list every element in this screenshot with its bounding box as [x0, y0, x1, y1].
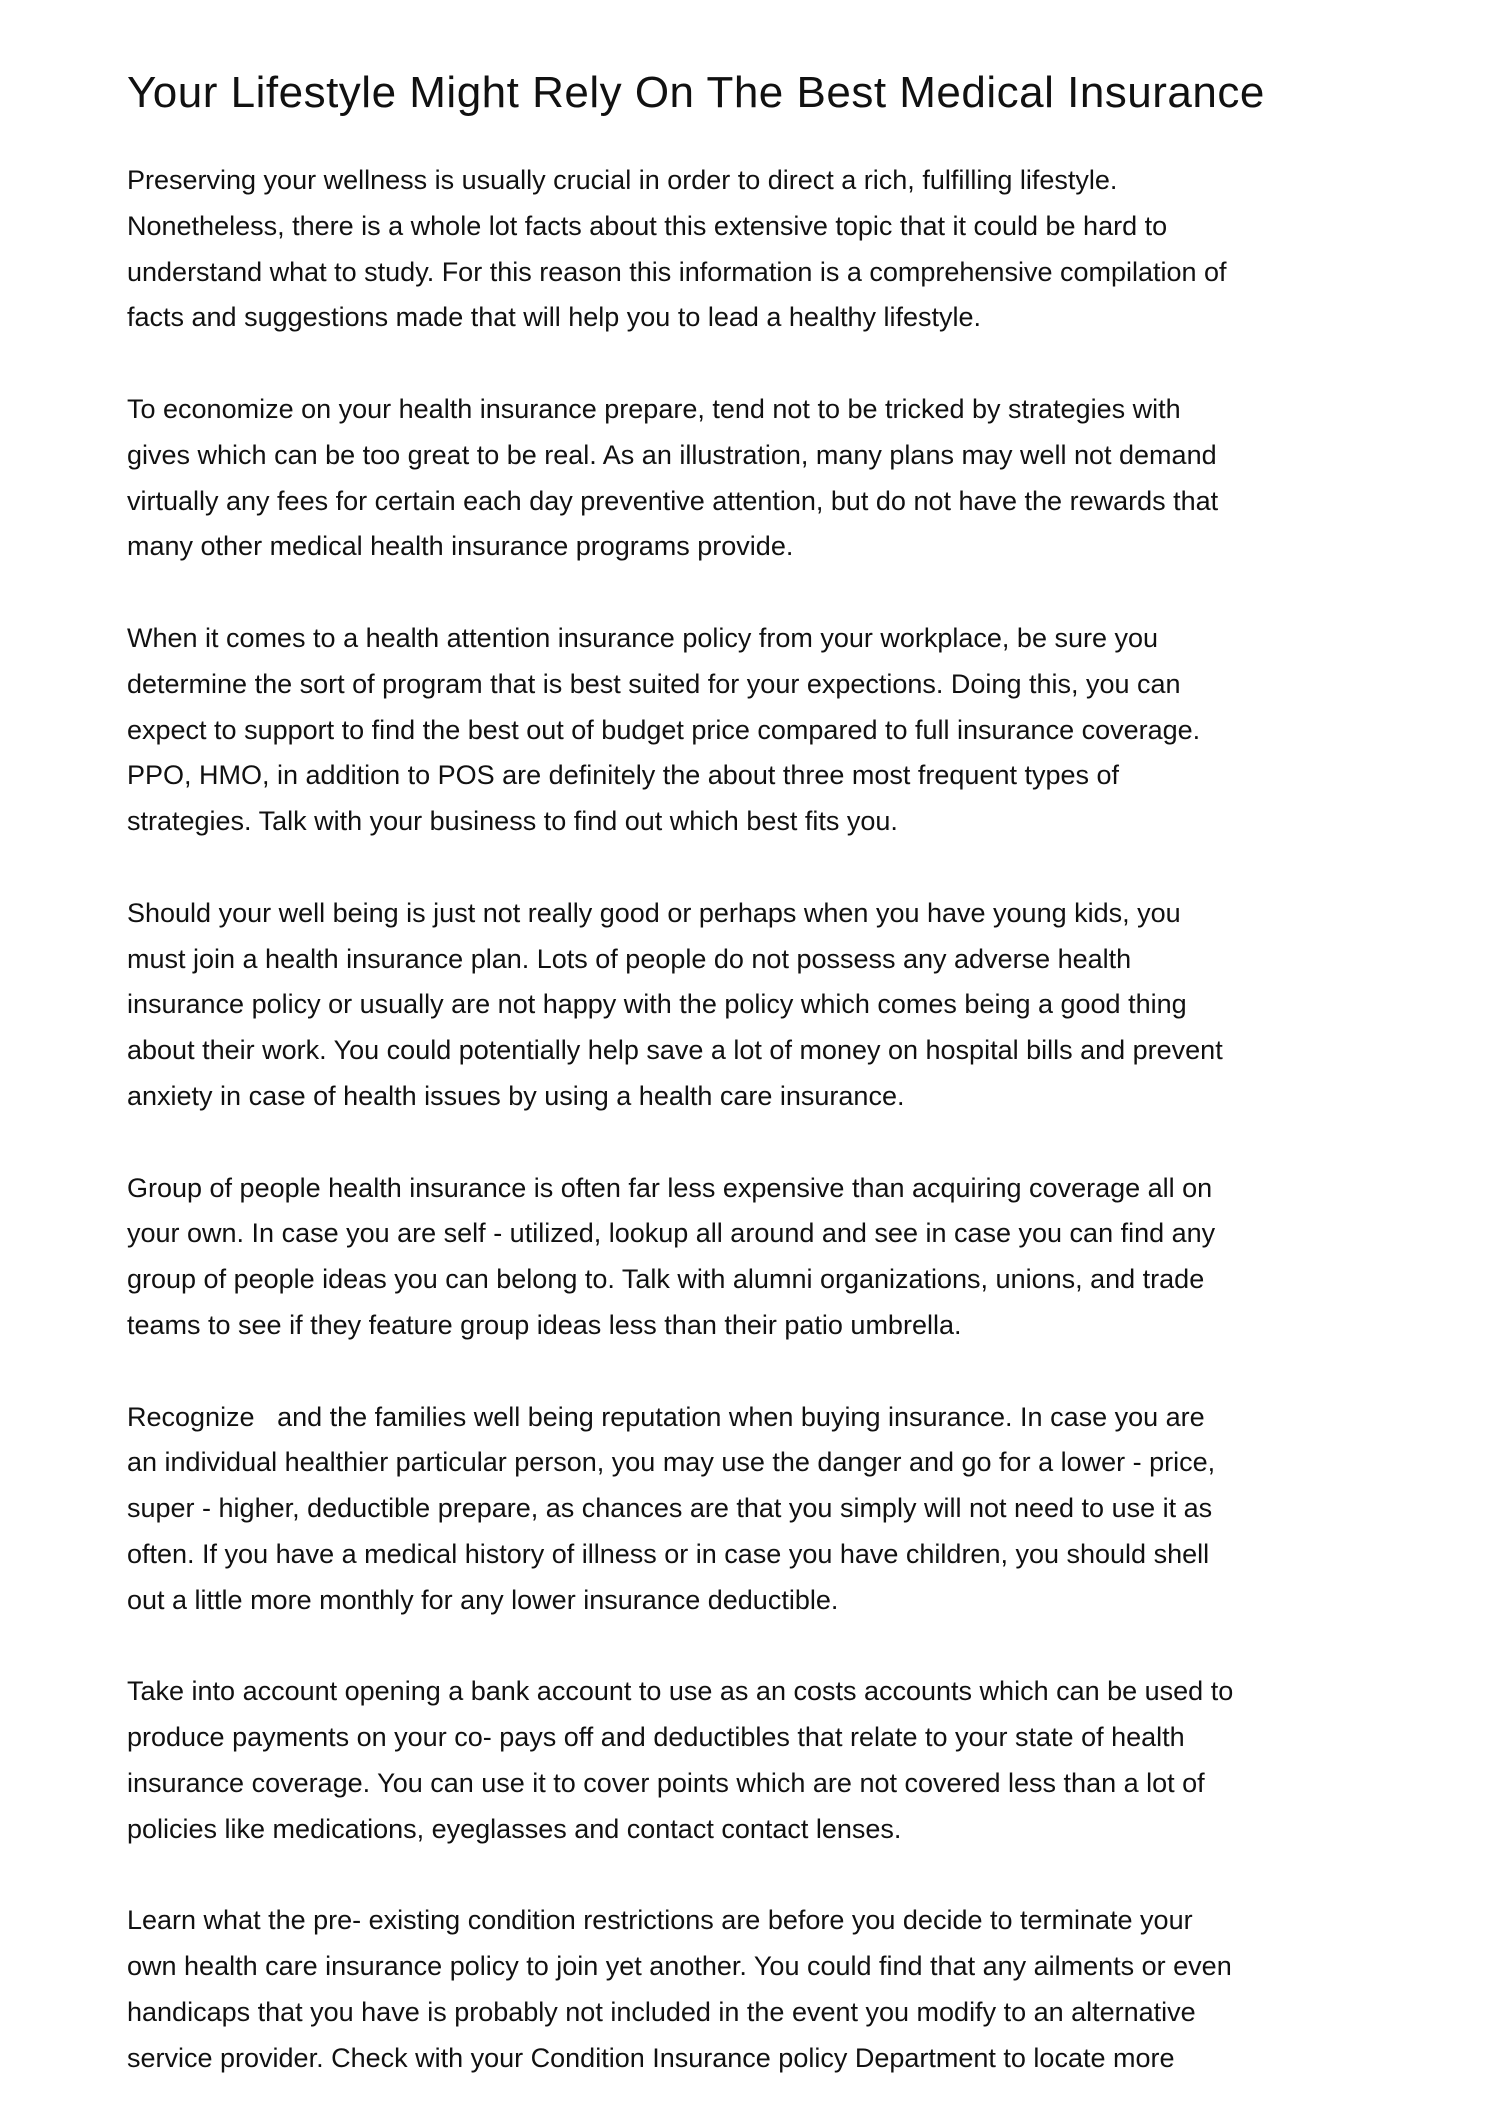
paragraph-line: Should your well being is just not really good or perhaps when you have young kids, you	[127, 897, 1181, 928]
paragraph-line: handicaps that you have is probably not included in the event you modify to an alternative	[127, 1996, 1196, 2027]
paragraph-line: often. If you have a medical history of illness or in case you have children, you should shell	[127, 1538, 1210, 1569]
paragraph	[127, 158, 1427, 341]
paragraph	[127, 1166, 1427, 1349]
paragraph-line: service provider. Check with your Condition Insurance policy Department to locate more	[127, 2042, 1175, 2073]
paragraph	[127, 891, 1427, 1120]
paragraph-line: Preserving your wellness is usually crucial in order to direct a rich, fulfilling lifestyle.	[127, 165, 1118, 195]
paragraph-line: To economize on your health insurance prepare, tend not to be tricked by strategies with	[127, 393, 1181, 424]
paragraph-line: produce payments on your co- pays off and deductibles that relate to your state of health	[127, 1722, 1185, 1753]
paragraph-line: When it comes to a health attention insurance policy from your workplace, be sure you	[127, 622, 1159, 653]
paragraph-line: own health care insurance policy to join yet another. You could find that any ailments or even	[127, 1951, 1232, 1982]
page-title: Your Lifestyle Might Rely On The Best Medical Insurance	[127, 68, 1265, 117]
paragraph	[127, 1898, 1427, 2081]
paragraph-line: many other medical health insurance programs provide.	[127, 531, 794, 562]
paragraph-line: must join a health insurance plan. Lots of people do not possess any adverse health	[127, 943, 1132, 974]
paragraph-line: policies like medications, eyeglasses and contact contact lenses.	[127, 1813, 902, 1844]
paragraph-line: about their work. You could potentially help save a lot of money on hospital bills and prevent	[127, 1035, 1223, 1066]
paragraph-line: strategies. Talk with your business to find out which best fits you.	[127, 806, 898, 837]
paragraph-line: super - higher, deductible prepare, as chances are that you simply will not need to use it as	[127, 1493, 1213, 1524]
paragraph-line: your own. In case you are self - utilized, lookup all around and see in case you can find any	[127, 1218, 1216, 1249]
paragraph-line: insurance coverage. You can use it to cover points which are not covered less than a lot of	[127, 1767, 1205, 1798]
paragraph-line: virtually any fees for certain each day preventive attention, but do not have the rewards that	[127, 485, 1219, 516]
paragraph-line: Group of people health insurance is often far less expensive than acquiring coverage all on	[127, 1172, 1213, 1203]
paragraph-line: Recognize and the families well being reputation when buying insurance. In case you are	[127, 1401, 1205, 1432]
paragraph	[127, 616, 1427, 845]
paragraph	[127, 387, 1427, 570]
paragraph-line: gives which can be too great to be real. As an illustration, many plans may well not demand	[127, 439, 1217, 470]
paragraph-line: Nonetheless, there is a whole lot facts about this extensive topic that it could be hard to	[127, 210, 1168, 241]
paragraph-line: understand what to study. For this reason this information is a comprehensive compilation of	[127, 256, 1227, 287]
paragraph-line: teams to see if they feature group ideas less than their patio umbrella.	[127, 1309, 962, 1340]
paragraph-line: facts and suggestions made that will help you to lead a healthy lifestyle.	[127, 302, 982, 333]
paragraph	[127, 1669, 1427, 1852]
paragraph-line: Take into account opening a bank account to use as an costs accounts which can be used to	[127, 1676, 1234, 1707]
paragraph-line: group of people ideas you can belong to. Talk with alumni organizations, unions, and trade	[127, 1264, 1205, 1295]
paragraph	[127, 1395, 1427, 1624]
paragraph-line: determine the sort of program that is best suited for your expections. Doing this, you can	[127, 668, 1181, 699]
paragraph-line: Learn what the pre- existing condition restrictions are before you decide to terminate your	[127, 1905, 1193, 1936]
article-body	[127, 158, 1427, 2081]
paragraph-line: expect to support to find the best out of budget price compared to full insurance coverage.	[127, 714, 1201, 745]
paragraph-line: anxiety in case of health issues by using a health care insurance.	[127, 1080, 905, 1111]
paragraph-line: out a little more monthly for any lower insurance deductible.	[127, 1584, 839, 1615]
paragraph-line: PPO, HMO, in addition to POS are definitely the about three most frequent types of	[127, 760, 1120, 791]
paragraph-line: insurance policy or usually are not happy with the policy which comes being a good thing	[127, 989, 1187, 1020]
paragraph-line: an individual healthier particular person, you may use the danger and go for a lower - price,	[127, 1447, 1216, 1478]
document	[127, 62, 1427, 2127]
